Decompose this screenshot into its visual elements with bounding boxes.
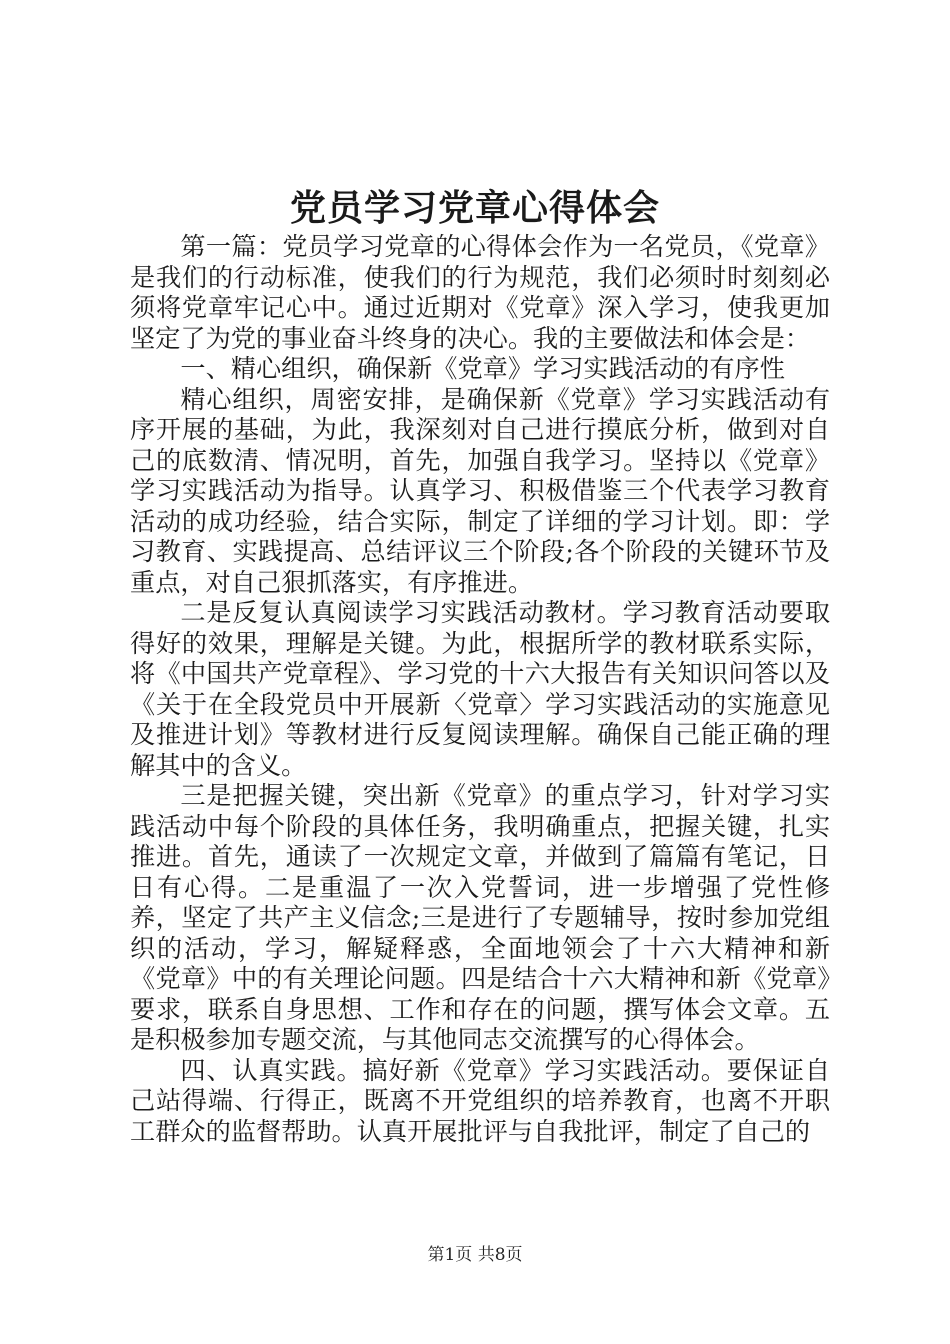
paragraph: 第一篇：党员学习党章的心得体会作为一名党员，《党章》是我们的行动标准，使我们的行为规范，我们必须时时刻刻必须将党章牢记心中。通过近期对《党章》深入学习，使我更加坚定了为党的事业奋斗终身的决心。我的主要做法和体会是： <box>130 232 830 353</box>
document-body <box>130 232 830 1147</box>
paragraph: 一、精心组织，确保新《党章》学习实践活动的有序性 <box>180 354 785 383</box>
paragraph: 二是反复认真阅读学习实践活动教材。学习教育活动要取得好的效果，理解是关键。为此，根据所学的教材联系实际，将《中国共产党章程》、学习党的十六大报告有关知识问答以及《关于在全段党员中开展新〈党章〉学习实践活动的实施意见及推进计划》等教材进行反复阅读理解。确保自己能正确的理解其中的含义。 <box>130 598 830 780</box>
paragraph: 三是把握关键，突出新《党章》的重点学习，针对学习实践活动中每个阶段的具体任务，我明确重点，把握关键，扎实推进。首先，通读了一次规定文章，并做到了篇篇有笔记，日日有心得。二是重温了一次入党誓词，进一步增强了党性修养，坚定了共产主义信念;三是进行了专题辅导，按时参加党组织的活动，学习，解疑释惑，全面地领会了十六大精神和新《党章》中的有关理论问题。四是结合十六大精神和新《党章》要求，联系自身思想、工作和存在的问题，撰写体会文章。五是积极参加专题交流，与其他同志交流撰写的心得体会。 <box>130 781 830 1054</box>
page-footer: 第1页 共8页 <box>427 1245 523 1265</box>
paragraph: 四、认真实践。搞好新《党章》学习实践活动。要保证自己站得端、行得正，既离不开党组织的培养教育，也离不开职工群众的监督帮助。认真开展批评与自我批评，制定了自己的 <box>130 1055 830 1146</box>
paragraph: 精心组织，周密安排，是确保新《党章》学习实践活动有序开展的基础，为此，我深刻对自己进行摸底分析，做到对自己的底数清、情况明，首先，加强自我学习。坚持以《党章》学习实践活动为指导。认真学习、积极借鉴三个代表学习教育活动的成功经验，结合实际，制定了详细的学习计划。即：学习教育、实践提高、总结评议三个阶段;各个阶段的关键环节及重点，对自己狠抓落实，有序推进。 <box>130 384 830 597</box>
document-title: 党员学习党章心得体会 <box>289 187 660 229</box>
